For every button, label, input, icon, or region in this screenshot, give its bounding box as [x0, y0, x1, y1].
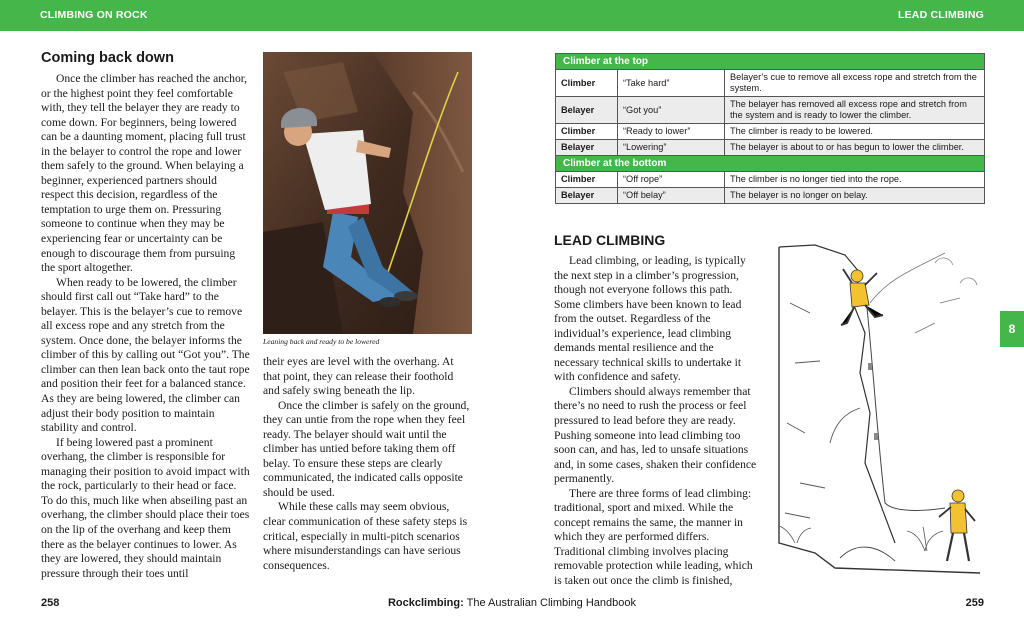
body-column-2: [263, 355, 471, 573]
climber-photo-illustration: [263, 52, 472, 334]
paragraph: If being lowered past a prominent overhang, the climber is responsible for managing their position to avoid impact with the rock, particularly to their head or face. To do this, much like when abseiling past an overhang, the climber should place their toes on the lip of the overhang and keep them there as the belayer continues to lower. As they are lowered, they should maintain pressure through their toes until: [41, 435, 250, 580]
paragraph: There are three forms of lead climbing: traditional, sport and mixed. While the concept remains the same, the manner in which they are performed differs. Traditional climbing involves placing removable protection while leading, which is taken out once the climb is finished,: [554, 486, 753, 588]
paragraph: Once the climber has reached the anchor, or the highest point they feel comfortable with, they tell the belayer they are ready to come down. For beginners, being lowered can be a daunting moment, placing full trust in the belayer to control the rope and lower them safely to the ground. When belaying a beginner, experienced partners should respect this decision, regardless of the temptation to urge them on. Pressuring someone to continue when they may be experiencing fear or uncertainty can be enough to discourage them from pursuing the sport altogether.: [41, 72, 248, 275]
table-row: Belayer “Got you” The belayer has removed all excess rope and stretch from the system and is ready to lower the climber.: [556, 97, 985, 124]
running-header: [0, 0, 1024, 31]
paragraph: When ready to be lowered, the climber should first call out “Take hard” to the belayer. This is the belayer’s cue to remove all excess rope and any stretch from the system. Once done, the belayer informs the climber of this by calling out “Got you”. The climber can then lean back onto the taut rope and position their feet for a balanced stance. As they are being lowered, the climber can adjust their body position to maintain stability and control.: [41, 275, 250, 435]
paragraph: While these calls may seem obvious, clear communication of these safety steps is critical, especially in multi-pitch scenarios where misunderstandings can have serious consequences.: [263, 500, 468, 572]
page-number-right: 259: [965, 597, 984, 609]
body-column-3: [554, 254, 761, 589]
body-column-1: [41, 72, 250, 581]
paragraph: Lead climbing, or leading, is typically the next step in a climber’s progression, though not everyone follows this path. Some climbers have been known to lead from the outset. Regardless of the individual’s experience, lead climbing demands mental resilience and the necessary technical skills to undertake it with confidence and safety.: [554, 254, 746, 384]
paragraph: their eyes are level with the overhang. At that point, they can release their foothold and safely swing beneath the lip.: [263, 355, 454, 398]
lead-climbing-illustration: [775, 243, 983, 578]
header-right-title: LEAD CLIMBING: [897, 9, 984, 21]
chapter-tab: 8: [1000, 311, 1024, 347]
photo-caption: Leaning back and ready to be lowered: [263, 337, 380, 346]
section-heading-lead-climbing: LEAD CLIMBING: [554, 232, 666, 248]
header-left-title: CLIMBING ON ROCK: [40, 9, 148, 21]
book-title-bold: Rockclimbing:: [387, 597, 464, 609]
table-group-header: Climber at the bottom: [556, 156, 985, 172]
book-title-rest: The Australian Climbing Handbook: [463, 597, 637, 609]
page-number-left: 258: [41, 597, 60, 609]
table-row: Climber “Off rope” The climber is no longer tied into the rope.: [556, 172, 985, 188]
table-row: Climber “Ready to lower” The climber is ready to be lowered.: [556, 124, 985, 140]
paragraph: Climbers should always remember that there’s no need to rush the process or feel pressured to lead before they are ready. Pushing someone into lead climbing too soon can, and has, led to unsafe situations and, in some cases, shaken their confidence permanently.: [554, 384, 757, 486]
table-row: Belayer “Off belay” The belayer is no longer on belay.: [556, 188, 985, 204]
section-heading-coming-back-down: Coming back down: [41, 50, 174, 66]
book-title-footer: [0, 597, 1024, 609]
table-row: Climber “Take hard” Belayer’s cue to remove all excess rope and stretch from the system.: [556, 70, 985, 97]
table-group-header: Climber at the top: [556, 54, 985, 70]
table-row: Belayer “Lowering” The belayer is about to or has begun to lower the climber.: [556, 140, 985, 156]
climber-photo: [263, 52, 472, 334]
climbing-calls-table: [555, 53, 985, 204]
paragraph: Once the climber is safely on the ground, they can untie from the rope when they feel ready. The belayer should wait until the climber has untied before taking them off belay. To ensure these steps are clearly communicated, the indicated calls opposite should be used.: [263, 398, 470, 499]
lead-climbing-drawing: [775, 243, 983, 578]
